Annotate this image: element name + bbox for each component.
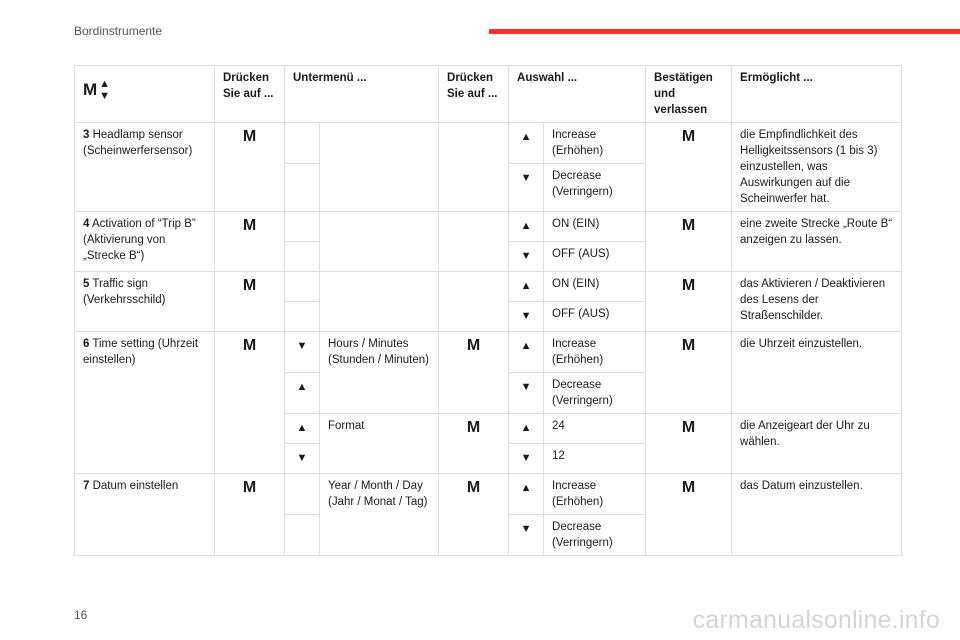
m-key-icon: M [646,474,732,556]
m-key-icon: M [646,332,732,414]
option-label: ON (EIN) [544,212,646,242]
option-label: Decrease (Verringern) [544,373,646,414]
page-number: 16 [74,608,88,622]
m-key-icon: M [646,272,732,332]
up-arrow-icon: ▲ [509,414,544,444]
option-label: OFF (AUS) [544,242,646,272]
m-key-icon: M [646,212,732,272]
option-label: ON (EIN) [544,272,646,302]
option-label: Decrease (Verringern) [544,164,646,212]
up-arrow-icon: ▲ [509,474,544,515]
submenu-label: Year / Month / Day (Jahr / Monat / Tag) [320,474,439,556]
down-arrow-icon: ▼ [509,242,544,272]
column-header-selection: Auswahl ... [509,66,646,123]
column-header-enables: Ermöglicht ... [732,66,902,123]
submenu-label: Format [320,414,439,474]
down-arrow-icon: ▼ [509,164,544,212]
option-label: Decrease (Verringern) [544,515,646,556]
table-row [75,123,902,164]
m-key-icon: M [439,474,509,556]
option-label: OFF (AUS) [544,302,646,332]
result-text: das Aktivieren / Deaktivieren des Lesens der Straßenschilder. [732,272,902,332]
setting-label: 3 Headlamp sensor (Scheinwerfersensor) [75,123,215,212]
up-arrow-icon: ▲ [509,123,544,164]
setting-label: 7 Datum einstellen [75,474,215,556]
m-key-icon: M [215,272,285,332]
table-header-row [75,66,902,123]
down-arrow-icon: ▼ [285,332,320,373]
m-key-icon: M [439,414,509,474]
down-arrow-icon: ▼ [509,515,544,556]
result-text: das Datum einzustellen. [732,474,902,556]
down-arrow-icon: ▼ [509,373,544,414]
setting-label: 4 Activation of “Trip B” (Aktivierung von „Strecke B“) [75,212,215,272]
section-title: Bordinstrumente [74,24,163,38]
option-label: 24 [544,414,646,444]
result-text: die Anzeigeart der Uhr zu wählen. [732,414,902,474]
up-arrow-icon: ▲ [509,272,544,302]
option-label: Increase (Erhöhen) [544,474,646,515]
m-key-icon: M [215,474,285,556]
menu-settings-table [74,65,902,556]
m-key-icon: M [215,212,285,272]
m-key-icon: M [646,123,732,212]
table-row [75,474,902,515]
m-key-icon: M [215,123,285,212]
watermark: carmanualsonline.info [692,606,940,634]
option-label: 12 [544,444,646,474]
setting-label: 5 Traffic sign (Verkehrsschild) [75,272,215,332]
up-arrow-icon: ▲ [285,414,320,444]
down-arrow-icon: ▼ [285,444,320,474]
menu-arrows-icon: M ▲ ▼ [83,78,111,102]
m-key-icon: M [646,414,732,474]
header-accent-bar [489,29,960,34]
table-row [75,212,902,242]
column-header-press: Drücken Sie auf ... [439,66,509,123]
up-arrow-icon: ▲ [285,373,320,414]
down-arrow-icon: ▼ [509,302,544,332]
up-arrow-icon: ▲ [509,212,544,242]
table-row [75,272,902,302]
result-text: die Uhrzeit einzustellen. [732,332,902,414]
header-key-cell [75,66,215,123]
result-text: die Empfindlichkeit des Helligkeitssensors (1 bis 3) einzustellen, was Auswirkungen auf die Scheinwerfer hat. [732,123,902,212]
result-text: eine zweite Strecke „Route B“ anzeigen zu lassen. [732,212,902,272]
setting-label: 6 Time setting (Uhrzeit einstellen) [75,332,215,474]
up-arrow-icon: ▲ [509,332,544,373]
m-key-icon: M [439,332,509,414]
table-row [75,332,902,373]
column-header-confirm: Bestätigen und verlassen [646,66,732,123]
submenu-label: Hours / Minutes (Stunden / Minuten) [320,332,439,414]
m-key-icon: M [215,332,285,474]
column-header-press: Drücken Sie auf ... [215,66,285,123]
column-header-submenu: Untermenü ... [285,66,439,123]
option-label: Increase (Erhöhen) [544,123,646,164]
option-label: Increase (Erhöhen) [544,332,646,373]
down-arrow-icon: ▼ [509,444,544,474]
